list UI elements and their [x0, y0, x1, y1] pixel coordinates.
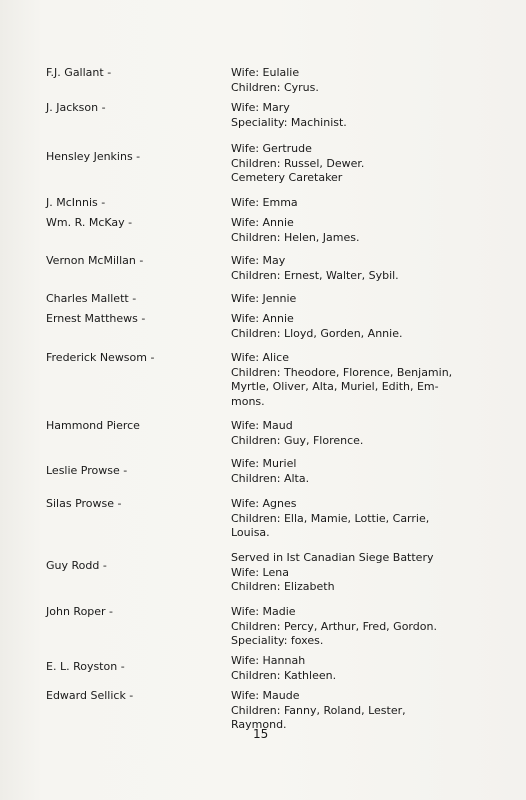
family-details — [231, 689, 501, 733]
family-details — [231, 654, 501, 683]
person-name: F.J. Gallant - — [46, 66, 112, 79]
detail-line: Wife: Maude — [231, 689, 300, 702]
detail-line: Raymond. — [231, 718, 287, 731]
detail-line: Children: Ella, Mamie, Lottie, Carrie, — [231, 511, 430, 525]
family-details — [231, 101, 501, 130]
detail-line: Wife: Annie — [231, 216, 294, 229]
family-details — [231, 605, 501, 649]
detail-line: Wife: Alice — [231, 351, 289, 364]
page-number: 15 — [253, 727, 269, 741]
family-details — [231, 142, 501, 186]
detail-line: Speciality: Machinist. — [231, 115, 347, 129]
detail-line: Children: Fanny, Roland, Lester, — [231, 703, 406, 717]
detail-line: Children: Kathleen. — [231, 668, 337, 682]
person-name: J. McInnis - — [46, 196, 106, 209]
person-name: J. Jackson - — [46, 101, 106, 114]
detail-line: Wife: Emma — [231, 196, 298, 209]
person-name: Ernest Matthews - — [46, 312, 146, 325]
person-name: Guy Rodd - — [46, 559, 107, 572]
family-details — [231, 351, 501, 409]
family-details — [231, 419, 501, 448]
person-name: Wm. R. McKay - — [46, 216, 133, 229]
detail-line: Myrtle, Oliver, Alta, Muriel, Edith, Em- — [231, 380, 439, 393]
family-details — [231, 66, 501, 95]
detail-line: Children: Alta. — [231, 471, 310, 485]
detail-line: Wife: Jennie — [231, 292, 297, 305]
detail-line: Children: Elizabeth — [231, 580, 335, 593]
person-name: Silas Prowse - — [46, 497, 122, 510]
family-details — [231, 457, 501, 486]
detail-line: Children: Lloyd, Gorden, Annie. — [231, 326, 403, 340]
detail-line: Wife: Lena — [231, 565, 289, 579]
detail-line: Wife: Agnes — [231, 497, 297, 510]
detail-line: Wife: Mary — [231, 101, 290, 114]
person-name: Edward Sellick - — [46, 689, 134, 702]
detail-line: Served in Ist Canadian Siege Battery — [231, 551, 434, 564]
person-name: Leslie Prowse - — [46, 464, 128, 477]
detail-line: Cemetery Caretaker — [231, 171, 343, 184]
detail-line: Wife: May — [231, 254, 286, 267]
detail-line: Louisa. — [231, 526, 270, 539]
detail-line: mons. — [231, 394, 265, 408]
detail-line: Children: Percy, Arthur, Fred, Gordon. — [231, 619, 437, 633]
person-name: Charles Mallett - — [46, 292, 137, 305]
person-name: Frederick Newsom - — [46, 351, 155, 364]
detail-line: Wife: Madie — [231, 605, 296, 618]
family-details — [231, 497, 501, 541]
family-details — [231, 551, 501, 595]
detail-line: Wife: Maud — [231, 419, 293, 432]
detail-line: Speciality: foxes. — [231, 634, 324, 647]
detail-line: Wife: Muriel — [231, 457, 297, 470]
person-name: Hammond Pierce — [46, 419, 140, 432]
detail-line: Children: Helen, James. — [231, 230, 360, 244]
family-details — [231, 292, 501, 307]
detail-line: Children: Russel, Dewer. — [231, 156, 365, 170]
person-name: John Roper - — [46, 605, 114, 618]
detail-line: Children: Ernest, Walter, Sybil. — [231, 268, 399, 282]
detail-line: Wife: Annie — [231, 312, 294, 325]
family-details — [231, 312, 501, 341]
person-name: Vernon McMillan - — [46, 254, 144, 267]
person-name: Hensley Jenkins - — [46, 150, 141, 163]
detail-line: Children: Cyrus. — [231, 80, 319, 94]
detail-line: Children: Theodore, Florence, Benjamin, — [231, 365, 453, 379]
detail-line: Wife: Hannah — [231, 654, 306, 667]
family-details — [231, 196, 501, 211]
family-details — [231, 254, 501, 283]
family-details — [231, 216, 501, 245]
detail-line: Wife: Eulalie — [231, 66, 300, 79]
person-name: E. L. Royston - — [46, 660, 125, 673]
detail-line: Wife: Gertrude — [231, 142, 312, 155]
detail-line: Children: Guy, Florence. — [231, 433, 364, 447]
